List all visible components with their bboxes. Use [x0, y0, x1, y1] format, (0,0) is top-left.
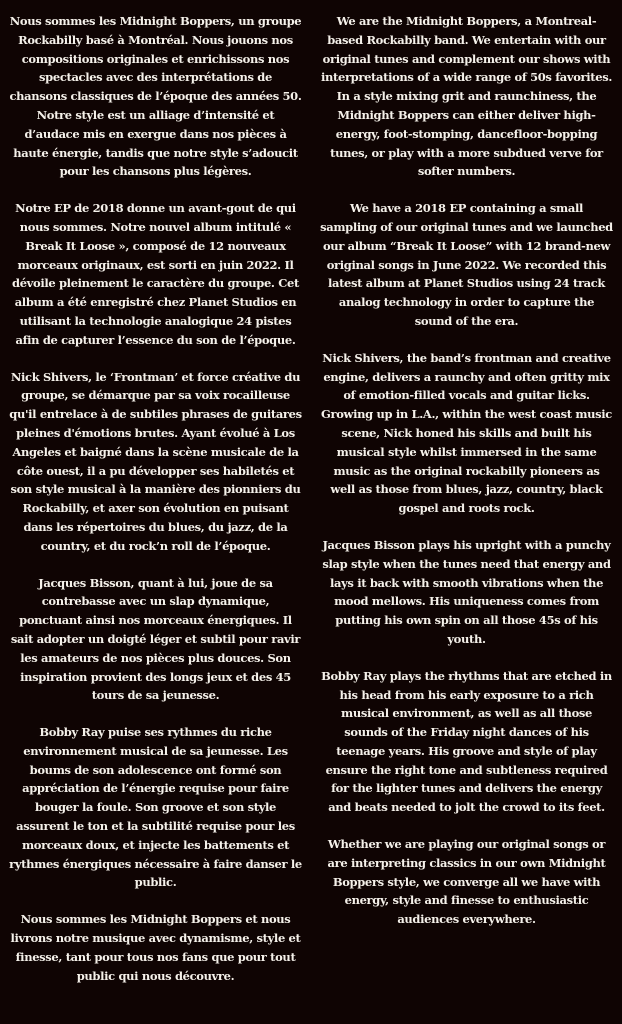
english-bio-paragraph: Jacques Bisson plays his upright with a punchy slap style when the tunes need that energy and lays it back with smooth vibrations when the mood mellows. His uniqueness comes from putting his own spin on all those 45s of his youth.	[322, 537, 611, 646]
french-bio-paragraph: Bobby Ray puise ses rythmes du riche environnement musical de sa jeunesse. Les boums de son adolescence ont formé son appréciation de l’énergie requise pour faire bouger la foule. Son groove et son style assurent le ton et la subtilité requise pour les morceaux doux, et injecte les battements et rythmes énergiques nécessaire à faire danser le public.	[9, 725, 302, 890]
english-bio-paragraph: Nick Shivers, the band’s frontman and creative engine, delivers a raunchy and often gritty mix of emotion-filled vocals and guitar licks. Growing up in L.A., within the west coast music scene, Nick honed his skills and built his musical style whilst immersed in the same music as the original rockabilly pioneers as well as those from blues, jazz, country, black gospel and roots rock.	[321, 350, 612, 516]
french-bio-paragraph: Nous sommes les Midnight Boppers et nous livrons notre musique avec dynamisme, style et finesse, tant pour tous nos fans que pour tout public qui nous découvre.	[10, 912, 301, 983]
french-bio-paragraph: Notre EP de 2018 donne un avant-gout de qui nous sommes. Notre nouvel album intitulé « Break It Loose », composé de 12 nouveaux morceaux originaux, est sorti en juin 2022. Il dévoile pleinement le caractère du groupe. Cet album a été enregistré chez Planet Studios en utilisant la technologie analogique 24 pistes afin de capturer l’essence du son de l’époque.	[12, 201, 299, 347]
french-bio-paragraph: Jacques Bisson, quant à lui, joue de sa contrebasse avec un slap dynamique, ponctuant ainsi nos morceaux énergiques. Il sait adopter un doigté léger et subtil pour ravir les amateurs de nos pièces plus douces. Son inspiration provient des longs jeux et des 45 tours de sa jeunesse.	[10, 575, 301, 703]
french-bio-paragraph: Nick Shivers, le ‘Frontman’ et force créative du groupe, se démarque par sa voix rocailleuse qu'il entrelace à de subtiles phrases de guitares pleines d'émotions brutes. Ayant évolué à Los Angeles et baigné dans la scène musicale de la côte ouest, il a pu développer ses habiletés et son style musical à la manière des pionniers du Rockabilly, et axer son évolution en puisant dans les répertoires du blues, du jazz, de la country, et du rock’n roll de l’époque.	[9, 369, 302, 553]
english-bio-paragraph: Whether we are playing our original songs or are interpreting classics in our own Midnight Boppers style, we converge all we have with energy, style and finesse to enthusiastic audiences everywhere.	[327, 837, 606, 927]
english-bio-paragraph: We have a 2018 EP containing a small sampling of our original tunes and we launched our album “Break It Loose” with 12 brand-new original songs in June 2022. We recorded this latest album at Planet Studios using 24 track analog technology in order to capture the sound of the era.	[320, 201, 613, 328]
english-bio-column	[320, 12, 613, 1024]
english-bio-paragraph: Bobby Ray plays the rhythms that are etched in his head from his early exposure to a rich musical environment, as well as all those sounds of the Friday night dances of his teenage years. His groove and style of play ensure the right tone and subtleness required for the lighter tunes and delivers the energy and beats needed to jolt the crowd to its feet.	[321, 668, 612, 815]
french-bio-column	[9, 12, 302, 1024]
english-bio-paragraph: We are the Midnight Boppers, a Montreal-based Rockabilly band. We entertain with our original tunes and complement our shows with interpretations of a wide range of 50s favorites. In a style mixing grit and raunchiness, the Midnight Boppers can either deliver high-energy, foot-stomping, dancefloor-bopping tunes, or play with a more subdued verve for softer numbers.	[321, 14, 612, 179]
french-bio-paragraph: Nous sommes les Midnight Boppers, un groupe Rockabilly basé à Montréal. Nous jouons nos compositions originales et enrichissons nos spectacles avec des interprétations de chansons classiques de l’époque des années 50. Notre style est un alliage d’intensité et d’audace mis en exergue dans nos pièces à haute énergie, tandis que notre style s’adoucit pour les chansons plus légères.	[9, 14, 302, 179]
